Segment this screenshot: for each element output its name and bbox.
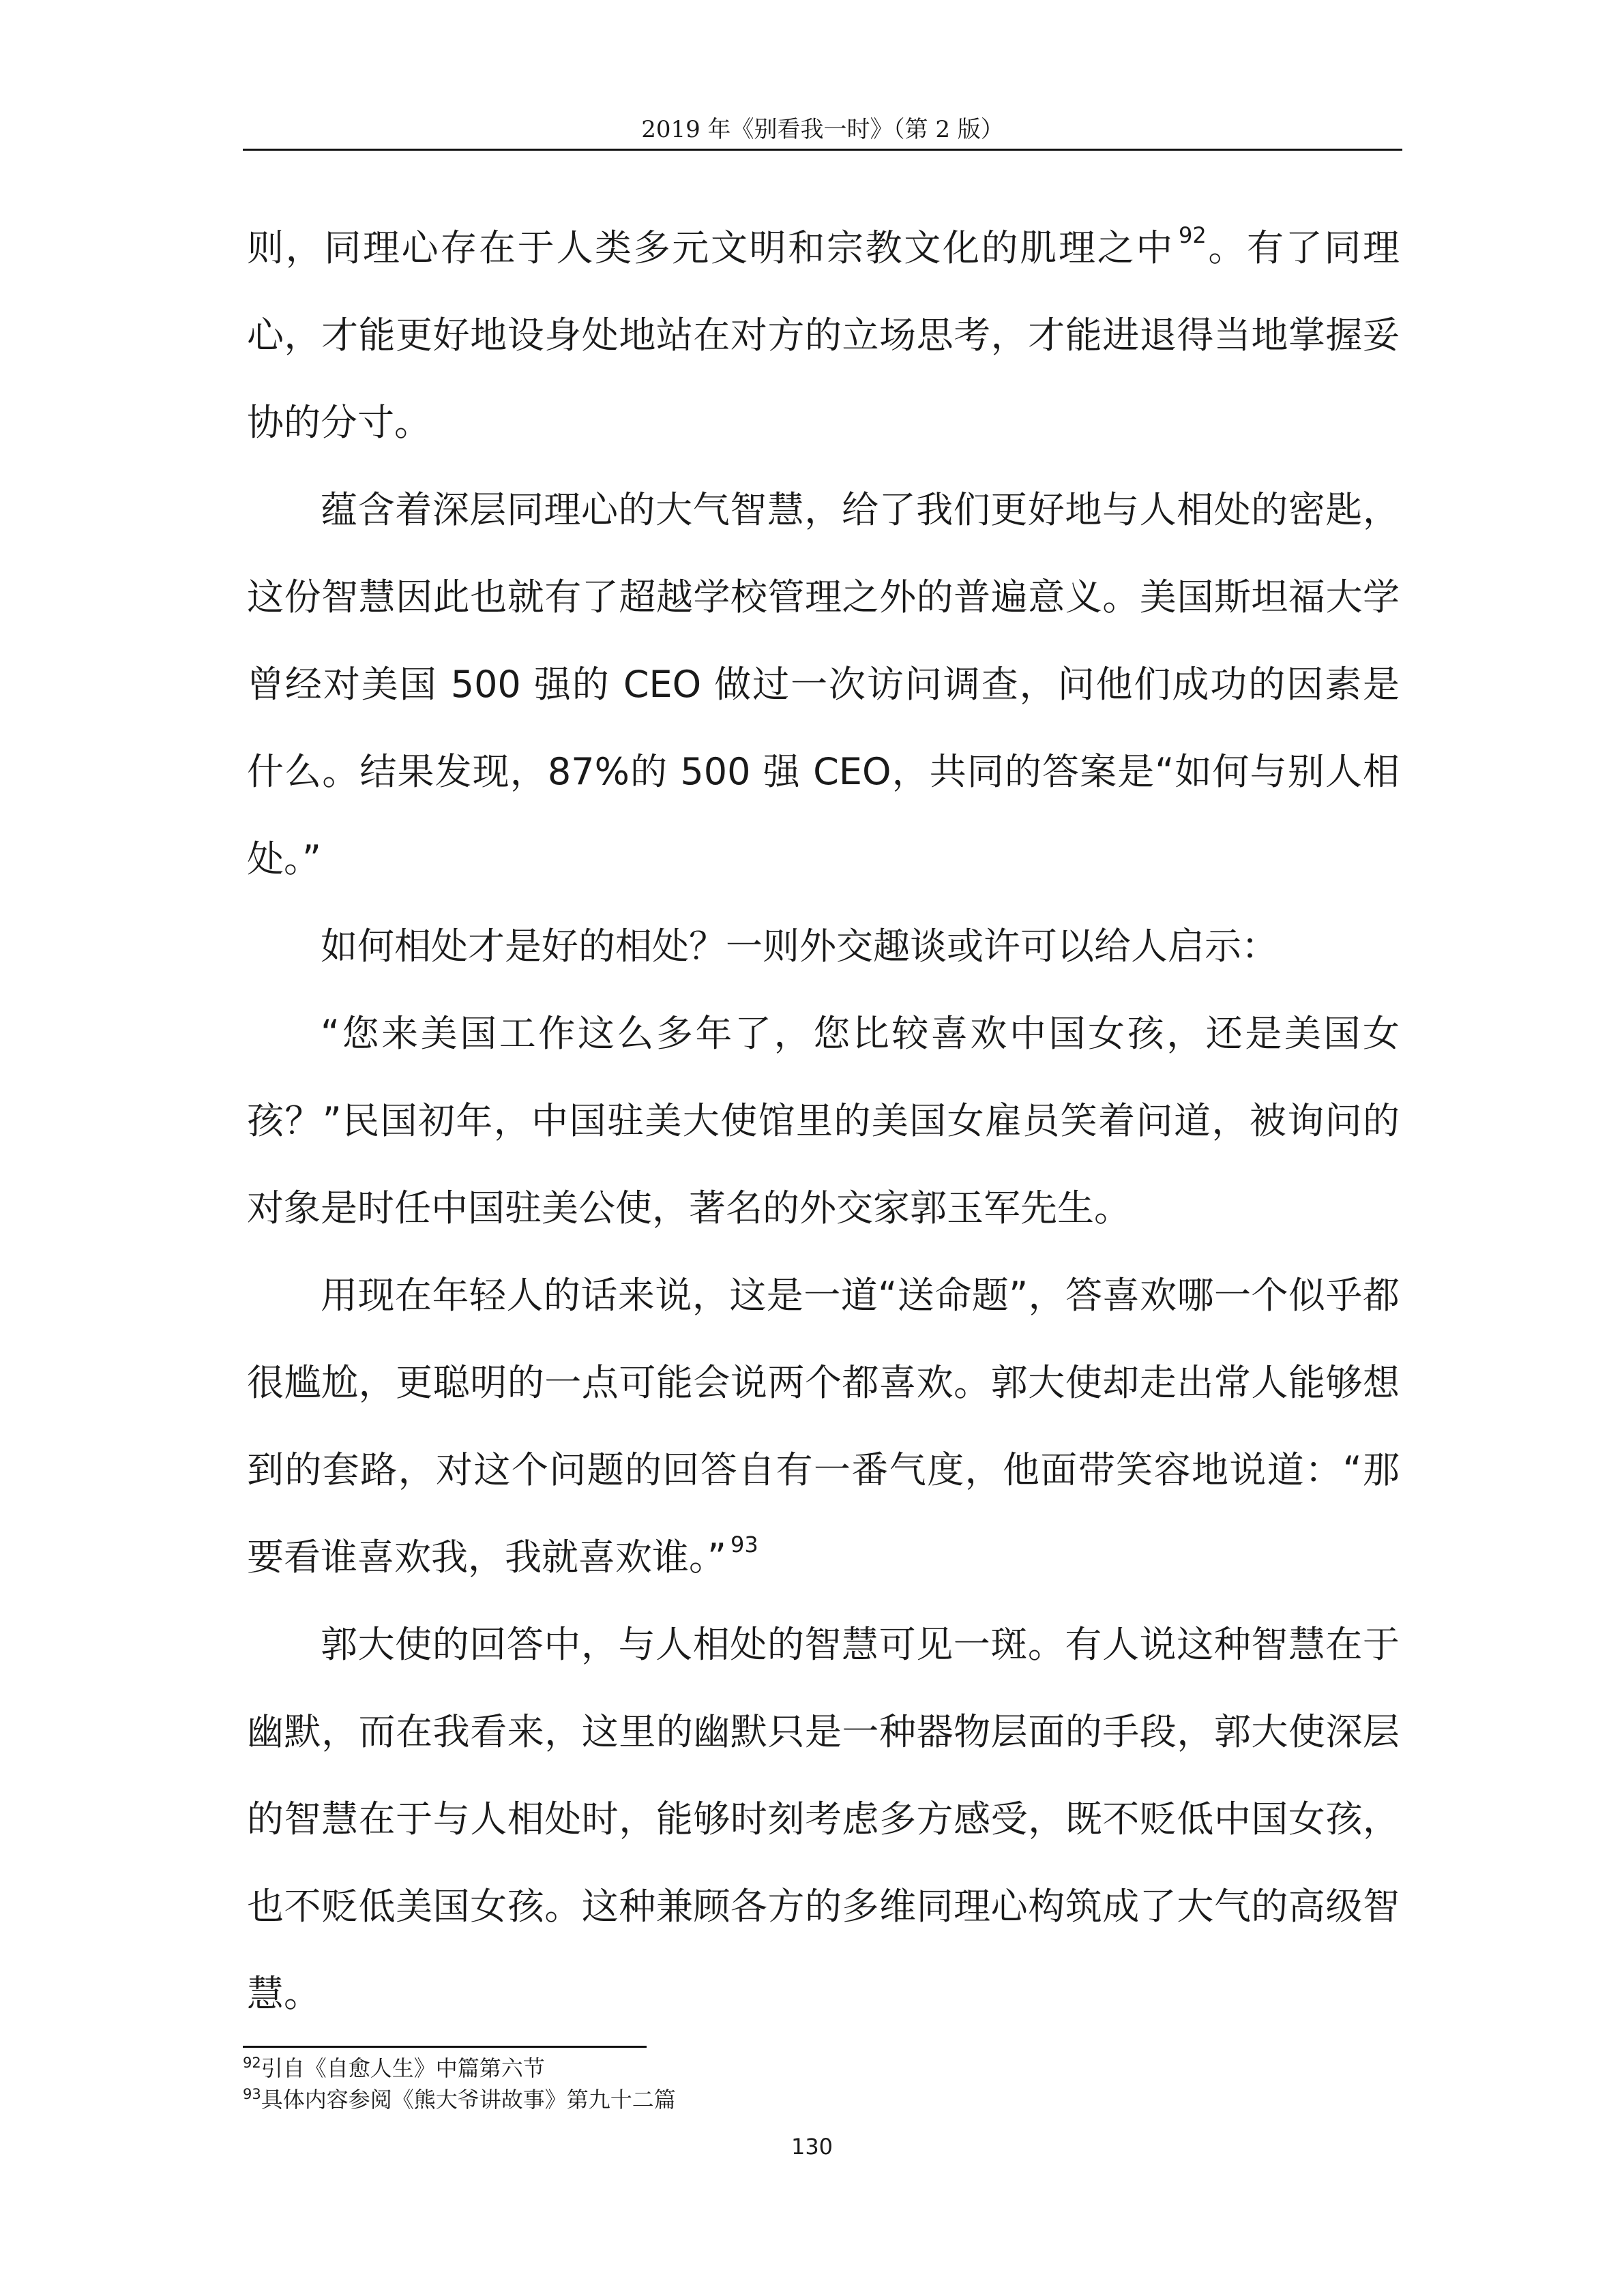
paragraph-5-text: 用现在年轻人的话来说，这是一道“送命题”，答喜欢哪一个似乎都很尴尬，更聪明的一点可能会说两个都喜欢。郭大使却走出常人能够想到的套路，对这个问题的回答自有一番气度，他面带笑容地说道：“那要看谁喜欢我，我就喜欢谁。” — [247, 1274, 1400, 1579]
paragraph-3: 如何相处才是好的相处？一则外交趣谈或许可以给人启示： — [321, 925, 1278, 968]
footnote-ref-93[interactable]: 93 — [730, 1532, 758, 1557]
page-number: 130 — [791, 2134, 833, 2160]
footnote-93 — [243, 2084, 1402, 2115]
paragraph-5 — [247, 1252, 1400, 1601]
footnote-text: 引自《自愈人生》中篇第六节 — [261, 2055, 545, 2081]
paragraph-2: 蕴含着深层同理心的大气智慧，给了我们更好地与人相处的密匙，这份智慧因此也就有了超越学校管理之外的普遍意义。美国斯坦福大学曾经对美国 500 强的 CEO 做过一次访问调查，问他们成功的因素是什么。结果发现，87%的 500 强 CEO，共同的答案是“如何与别人相处。” — [247, 488, 1400, 880]
footnote-ref-92[interactable]: 92 — [1178, 222, 1207, 248]
paragraph-1-text-cont: 。有了同理心，才能更好地设身处地站在对方的立场思考，才能进退得当地掌握妥协的分寸。 — [247, 226, 1400, 444]
footnotes — [243, 2053, 1402, 2115]
body-text — [247, 205, 1400, 2038]
footnote-number: 92 — [243, 2055, 261, 2071]
footnote-92 — [243, 2053, 1402, 2084]
footnote-separator — [243, 2046, 647, 2048]
paragraph-4: “您来美国工作这么多年了，您比较喜欢中国女孩，还是美国女孩？”民国初年，中国驻美大使馆里的美国女雇员笑着问道，被询问的对象是时任中国驻美公使，著名的外交家郭玉军先生。 — [247, 1012, 1400, 1229]
running-header: 2019 年《别看我一时》（第 2 版） — [641, 116, 1004, 143]
footnote-text: 具体内容参阅《熊大爷讲故事》第九十二篇 — [261, 2087, 676, 2113]
paragraph-1-text: 则，同理心存在于人类多元文明和宗教文化的肌理之中 — [247, 226, 1175, 269]
paragraph-6: 郭大使的回答中，与人相处的智慧可见一斑。有人说这种智慧在于幽默，而在我看来，这里的幽默只是一种器物层面的手段，郭大使深层的智慧在于与人相处时，能够时刻考虑多方感受，既不贬低中国女孩，也不贬低美国女孩。这种兼顾各方的多维同理心构筑成了大气的高级智慧。 — [247, 1623, 1400, 2015]
header-rule — [243, 149, 1402, 151]
footnote-number: 93 — [243, 2086, 261, 2102]
paragraph-1 — [247, 205, 1400, 466]
